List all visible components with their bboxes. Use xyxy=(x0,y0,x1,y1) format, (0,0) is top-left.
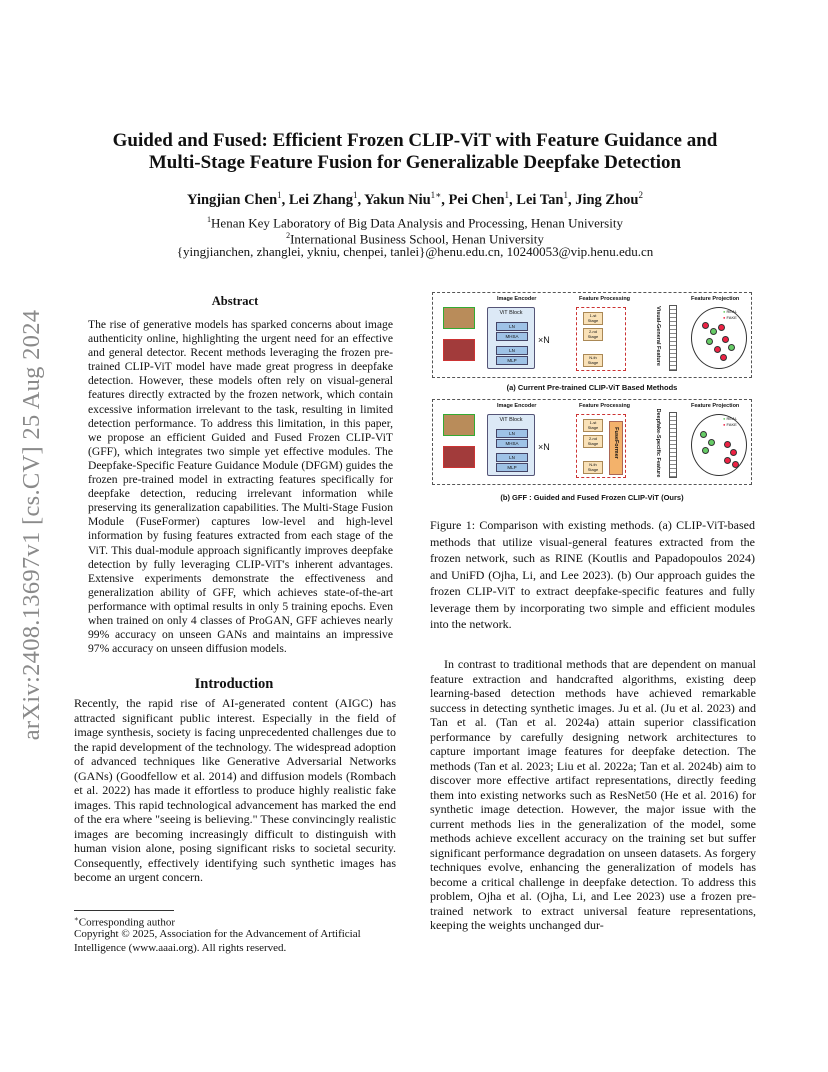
figure-panel-b xyxy=(432,399,752,485)
input-image xyxy=(443,414,475,436)
legend-real: ● REAL xyxy=(723,416,737,421)
author: Jing Zhou$^2$ xyxy=(575,190,643,208)
paper-title xyxy=(88,130,742,174)
footnote-rule xyxy=(74,910,174,911)
real-dot xyxy=(706,338,713,345)
feature-space xyxy=(691,307,747,369)
fuseformer-label: FuseFormer xyxy=(613,427,619,459)
vit-block: ViT Block LN MHSA LN MLP xyxy=(487,307,535,369)
legend-real: ● REAL xyxy=(723,309,737,314)
label-feature-processing: Feature Processing xyxy=(579,403,631,409)
stage-n: N-th Stage xyxy=(583,461,603,474)
author: Pei Chen$^1$ xyxy=(448,190,510,208)
fake-dot xyxy=(714,346,721,353)
feature-processing-box xyxy=(576,307,626,371)
legend-fake: ● FAKE xyxy=(723,422,737,427)
footnote-corresponding: ∗Corresponding author xyxy=(74,915,175,929)
author: Yakun Niu$^{1∗}$ xyxy=(364,190,442,208)
figure-panel-a xyxy=(432,292,752,378)
author: Lei Tan$^1$ xyxy=(516,190,568,208)
author-emails: {yingjianchen, zhanglei, ykniu, chenpei, tanlei}@henu.edu.cn, 10240053@vip.henu.edu.cn xyxy=(176,244,654,259)
author: Yingjian Chen$^1$ xyxy=(187,190,282,208)
vit-block: ViT Block LN MHSA LN MLP xyxy=(487,414,535,476)
fake-dot xyxy=(730,449,737,456)
right-column-text: In contrast to traditional methods that are dependent on manual feature extraction and handcrafted algorithms, existing deep learning-based detection methods have achieved remarkable success in detecting synthetic images. Ju et al. (Ju et al. 2023) and Tan et al. (Tan et al. 2024a) attain superior classification performance by carefully designing network architectures to capture important image features for deepfake detection. The methods (Tan et al. 2023; Liu et al. 2022a; Tan et al. 2024b) aim to discover more effective artifact representations, directly feeding them into existing networks such as ResNet50 (He et al. 2016) for synthetic image detection. However, the major issue with the current methods lies in the generalization of the model, some methods achieve excellent accuracy on the training set but suffer significant performance degradation on unseen datasets. As forgery techniques evolve, enhancing the generalization of models has become a critical challenge in deepfake detection. To address this problem, Ojha et al. (Ojha, Li, and Lee 2023) use a frozen pre-trained network to extract universal feature representations, keeping the weights unchanged dur- xyxy=(430,657,756,932)
subcaption-b: (b) GFF : Guided and Fused Frozen CLIP-ViT (Ours) xyxy=(500,493,684,502)
input-image xyxy=(443,446,475,468)
fake-dot xyxy=(722,336,729,343)
stage-2: 2-nd Stage xyxy=(583,328,603,341)
real-dot xyxy=(700,431,707,438)
fake-dot xyxy=(724,441,731,448)
mhsa-block: MHSA xyxy=(496,439,528,448)
footnote-copyright: Copyright © 2025, Association for the Advancement of Artificial Intelligence (www.aaai.org). All rights reserved. xyxy=(74,928,361,954)
figure-1 xyxy=(432,292,752,508)
affiliation-1: $^1$Henan Key Laboratory of Big Data Analysis and Processing, Henan University xyxy=(207,215,623,231)
real-dot xyxy=(728,344,735,351)
label-feature-projection: Feature Projection xyxy=(691,296,740,302)
mlp-block: MLP xyxy=(496,356,528,365)
mhsa-block: MHSA xyxy=(496,332,528,341)
fake-dot xyxy=(718,324,725,331)
stage-n: N-th Stage xyxy=(583,354,603,367)
real-dot xyxy=(702,447,709,454)
real-dot xyxy=(708,439,715,446)
title-line-1: Guided and Fused: Efficient Frozen CLIP-ViT with Feature Guidance and xyxy=(112,130,718,151)
feature-space xyxy=(691,414,747,476)
label-feature-projection: Feature Projection xyxy=(691,403,740,409)
real-dot xyxy=(710,328,717,335)
subcaption-a: (a) Current Pre-trained CLIP-ViT Based Methods xyxy=(506,383,678,392)
ln-block: LN xyxy=(496,346,528,355)
author: Lei Zhang$^1$ xyxy=(288,190,358,208)
repeat-n-label: ×N xyxy=(538,442,550,452)
label-image-encoder: Image Encoder xyxy=(497,296,537,302)
abstract-heading: Abstract xyxy=(211,294,259,308)
affiliation-2: $^2$International Business School, Henan University xyxy=(286,231,544,247)
arxiv-watermark: arXiv:2408.13697v1 [cs.CV] 25 Aug 2024 xyxy=(18,309,45,741)
ln-block: LN xyxy=(496,453,528,462)
introduction-text: Recently, the rapid rise of AI-generated content (AIGC) has attracted significant public interest. Especially in the field of image synthesis, society is facing unprecedented challenges due to the rapid development of the technology. The widespread adoption of advanced techniques like Generative Adversarial Networks (GANs) (Goodfellow et al. 2014) and diffusion models (Rombach et al. 2022) has made it effortless to produce highly realistic fake images. This rapid technological advancement has marked the end of the era where "seeing is believing." These convincingly realistic images are becoming increasingly difficult to distinguish with human vision alone, posing significant risks to societal security. Consequently, effectively identifying such synthetic images has become an urgent concern. xyxy=(74,696,396,884)
abstract-text: The rise of generative models has sparked concerns about image authenticity online, highlighting the urgent need for an effective and general detector. Recent methods leveraging the frozen pre-trained CLIP-ViT model have made great progress in deepfake detection. However, these models often rely on visual-general features directly extracted by the frozen network, which contain excessive information irrelevant to the task, resulting in limited detection performance. To address this limitation, in this paper, we propose an efficient Guided and Fused Frozen CLIP-ViT (GFF), which integrates two simple yet effective modules. The Deepfake-Specific Feature Guidance Module (DFGM) guides the frozen pre-trained model in extracting features specifically for deepfake detection, reducing irrelevant information while preserving its generalization capabilities. The Multi-Stage Fusion Module (FuseFormer) captures low-level and high-level information by fusing features extracted from each stage of the ViT. This dual-module approach significantly improves deepfake detection by fully leveraging CLIP-ViT's inherent advantages. Extensive experiments demonstrate the effectiveness and generalization ability of GFF, which achieves state-of-the-art performance with optimal results in only 5 training epochs. Even when trained on only 4 classes of ProGAN, GFF achieves nearly 99% accuracy on unseen GANs and maintains an impressive 97% accuracy on unseen diffusion models. xyxy=(88,318,393,656)
ln-block: LN xyxy=(496,429,528,438)
stage-2: 2-nd Stage xyxy=(583,435,603,448)
repeat-n-label: ×N xyxy=(538,335,550,345)
mlp-block: MLP xyxy=(496,463,528,472)
visual-general-feature-label: Visual-General Feature xyxy=(655,306,661,366)
feature-vector xyxy=(669,412,677,478)
fake-dot xyxy=(702,322,709,329)
fake-dot xyxy=(732,461,739,468)
introduction-heading: Introduction xyxy=(194,676,274,692)
ln-block: LN xyxy=(496,322,528,331)
deepfake-specific-feature-label: Deepfake-Specific Feature xyxy=(655,408,661,478)
label-feature-processing: Feature Processing xyxy=(579,296,631,302)
stage-1: 1-st Stage xyxy=(583,419,603,432)
title-line-2: Multi-Stage Feature Fusion for Generalizable Deepfake Detection xyxy=(148,152,682,173)
feature-vector xyxy=(669,305,677,371)
fake-dot xyxy=(720,354,727,361)
figure-caption: Figure 1: Comparison with existing methods. (a) CLIP-ViT-based methods that utilize visual-general features extracted from the frozen network, such as RINE (Koutlis and Papadopoulos 2024) and UniFD (Ojha, Li, and Lee 2023). (b) Our approach guides the frozen CLIP-ViT to extract deepfake-specific features and fully leverage them by incorporating two simple and efficient modules into the network. xyxy=(430,518,755,631)
author-list: Yingjian Chen$^1$, Lei Zhang$^1$, Yakun Niu$^{1∗}$, Pei Chen$^1$, Lei Tan$^1$, Jing Zhou$^2$ xyxy=(187,190,643,208)
label-image-encoder: Image Encoder xyxy=(497,403,537,409)
fake-dot xyxy=(724,457,731,464)
input-image xyxy=(443,339,475,361)
stage-1: 1-st Stage xyxy=(583,312,603,325)
input-image xyxy=(443,307,475,329)
legend-fake: ● FAKE xyxy=(723,315,737,320)
